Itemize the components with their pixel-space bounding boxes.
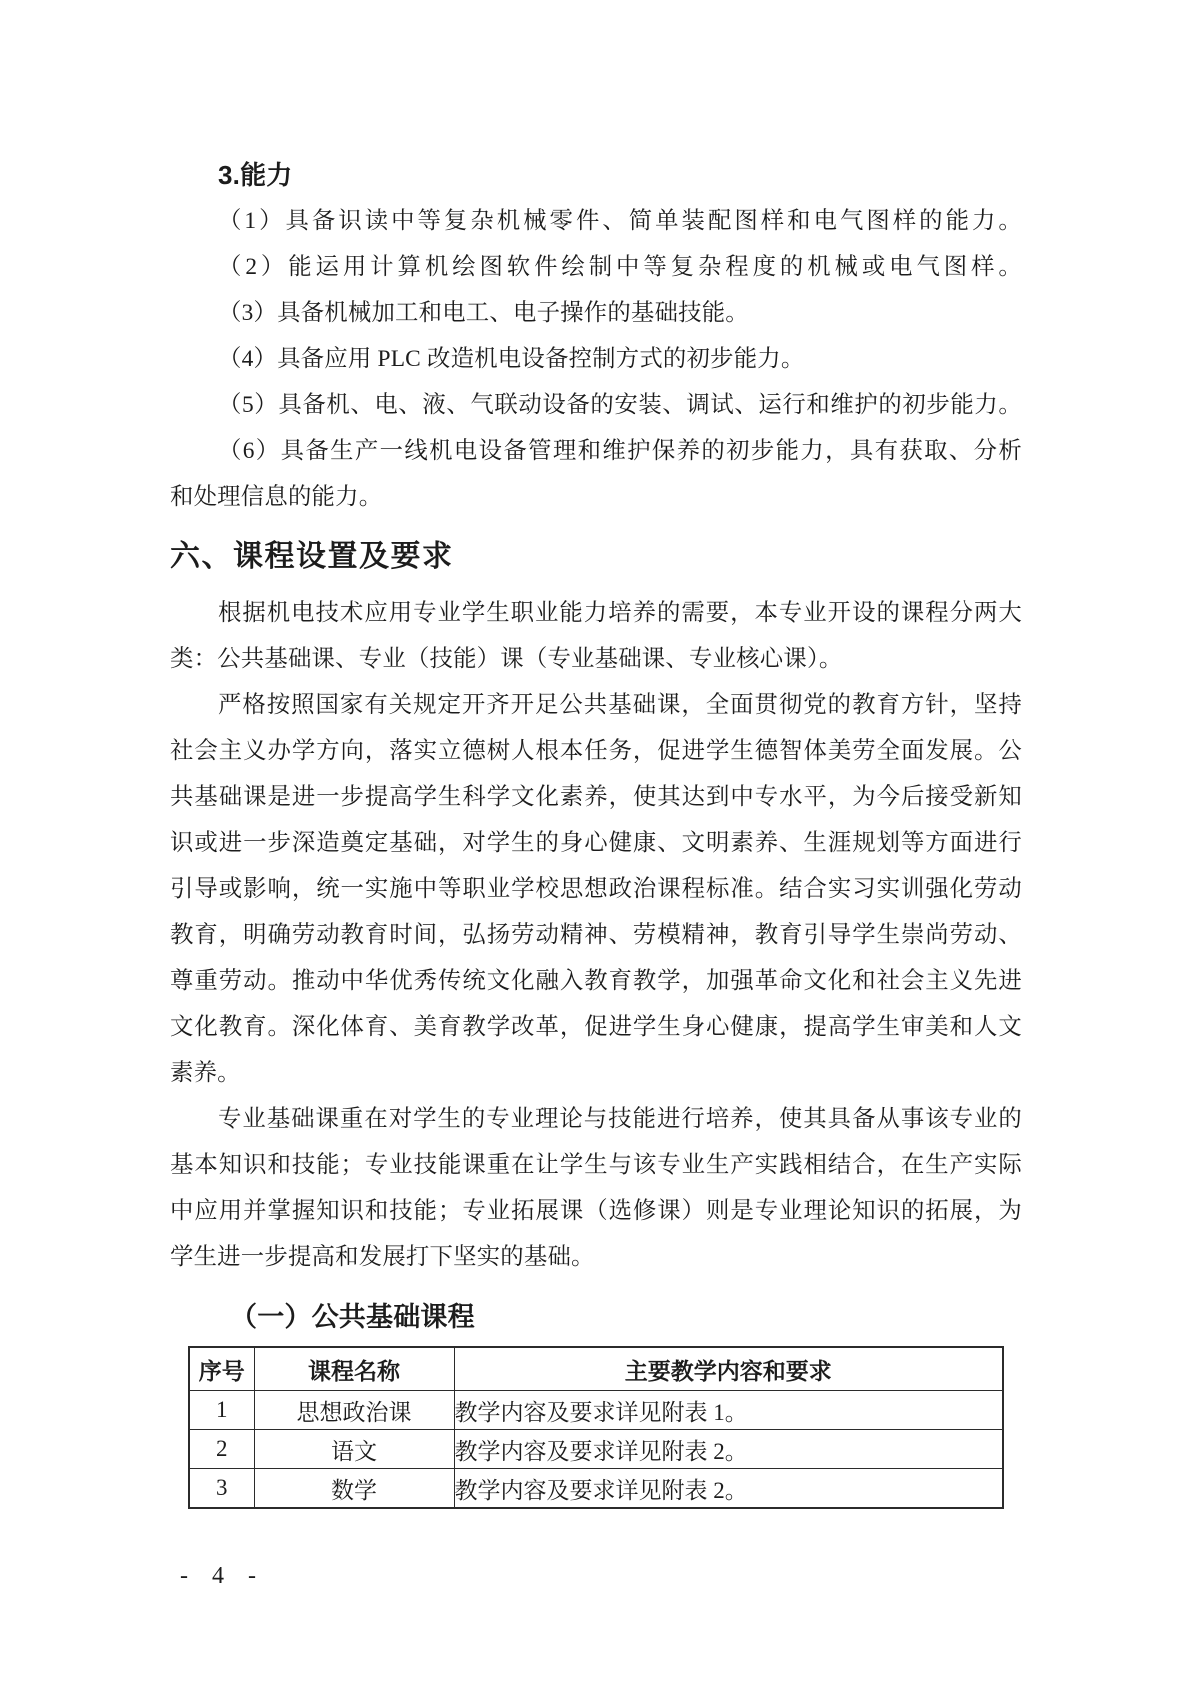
paragraph-public-basic bbox=[170, 682, 1022, 1096]
table-header-course-name: 课程名称 bbox=[254, 1347, 454, 1391]
table-cell-content: 教学内容及要求详见附表 2。 bbox=[454, 1469, 1003, 1509]
table-cell-index: 2 bbox=[189, 1430, 254, 1469]
table-header-index: 序号 bbox=[189, 1347, 254, 1391]
table-row bbox=[189, 1430, 1003, 1469]
table-cell-content: 教学内容及要求详见附表 1。 bbox=[454, 1391, 1003, 1430]
paragraph-line: 引导或影响，统一实施中等职业学校思想政治课程标准。结合实习实训强化劳动 bbox=[170, 876, 1022, 902]
ability-item-3: （3）具备机械加工和电工、电子操作的基础技能。 bbox=[218, 300, 749, 326]
ability-item-2: （2）能运用计算机绘图软件绘制中等复杂程度的机械或电气图样。 bbox=[218, 254, 1022, 280]
paragraph-line: 学生进一步提高和发展打下坚实的基础。 bbox=[170, 1244, 595, 1270]
paragraph-line: 社会主义办学方向，落实立德树人根本任务，促进学生德智体美劳全面发展。公 bbox=[170, 738, 1022, 764]
subsection-heading-public-basic-courses: （一）公共基础课程 bbox=[230, 1302, 475, 1332]
paragraph-line: 素养。 bbox=[170, 1060, 241, 1086]
table-header-content: 主要教学内容和要求 bbox=[454, 1347, 1003, 1391]
table-row bbox=[189, 1469, 1003, 1509]
public-basic-courses-table bbox=[188, 1346, 1004, 1509]
table-cell-content: 教学内容及要求详见附表 2。 bbox=[454, 1430, 1003, 1469]
ability-item-6-line-1: （6）具备生产一线机电设备管理和维护保养的初步能力，具有获取、分析 bbox=[218, 438, 1022, 464]
ability-item-5: （5）具备机、电、液、气联动设备的安装、调试、运行和维护的初步能力。 bbox=[218, 392, 1022, 418]
paragraph-professional-courses bbox=[170, 1096, 1022, 1280]
ability-heading: 3.能力 bbox=[218, 160, 293, 190]
paragraph-line: 中应用并掌握知识和技能；专业拓展课（选修课）则是专业理论知识的拓展，为 bbox=[170, 1198, 1022, 1224]
document-body bbox=[170, 152, 1022, 1509]
paragraph-line: 专业基础课重在对学生的专业理论与技能进行培养，使其具备从事该专业的 bbox=[218, 1106, 1022, 1132]
ability-item-4: （4）具备应用 PLC 改造机电设备控制方式的初步能力。 bbox=[218, 346, 805, 372]
table-header-row bbox=[189, 1347, 1003, 1391]
ability-item-6-line-2: 和处理信息的能力。 bbox=[170, 484, 383, 510]
table-cell-course-name: 思想政治课 bbox=[254, 1391, 454, 1430]
paragraph-line: 根据机电技术应用专业学生职业能力培养的需要，本专业开设的课程分两大 bbox=[218, 600, 1022, 626]
paragraph-line: 文化教育。深化体育、美育教学改革，促进学生身心健康，提高学生审美和人文 bbox=[170, 1014, 1022, 1040]
paragraph-line: 基本知识和技能；专业技能课重在让学生与该专业生产实践相结合，在生产实际 bbox=[170, 1152, 1022, 1178]
table-cell-index: 3 bbox=[189, 1469, 254, 1509]
paragraph-intro bbox=[170, 590, 1022, 682]
table-cell-course-name: 语文 bbox=[254, 1430, 454, 1469]
paragraph-line: 严格按照国家有关规定开齐开足公共基础课，全面贯彻党的教育方针，坚持 bbox=[218, 692, 1022, 718]
paragraph-line: 识或进一步深造奠定基础，对学生的身心健康、文明素养、生涯规划等方面进行 bbox=[170, 830, 1022, 856]
paragraph-line: 共基础课是进一步提高学生科学文化素养，使其达到中专水平，为今后接受新知 bbox=[170, 784, 1022, 810]
paragraph-line: 教育，明确劳动教育时间，弘扬劳动精神、劳模精神，教育引导学生崇尚劳动、 bbox=[170, 922, 1022, 948]
table-cell-course-name: 数学 bbox=[254, 1469, 454, 1509]
paragraph-line: 类：公共基础课、专业（技能）课（专业基础课、专业核心课）。 bbox=[170, 646, 843, 672]
table-cell-index: 1 bbox=[189, 1391, 254, 1430]
paragraph-line: 尊重劳动。推动中华优秀传统文化融入教育教学，加强革命文化和社会主义先进 bbox=[170, 968, 1022, 994]
table-row bbox=[189, 1391, 1003, 1430]
ability-item-1: （1）具备识读中等复杂机械零件、简单装配图样和电气图样的能力。 bbox=[218, 208, 1022, 234]
page-number: - 4 - bbox=[180, 1563, 262, 1589]
section-heading-courses: 六、课程设置及要求 bbox=[170, 540, 454, 573]
